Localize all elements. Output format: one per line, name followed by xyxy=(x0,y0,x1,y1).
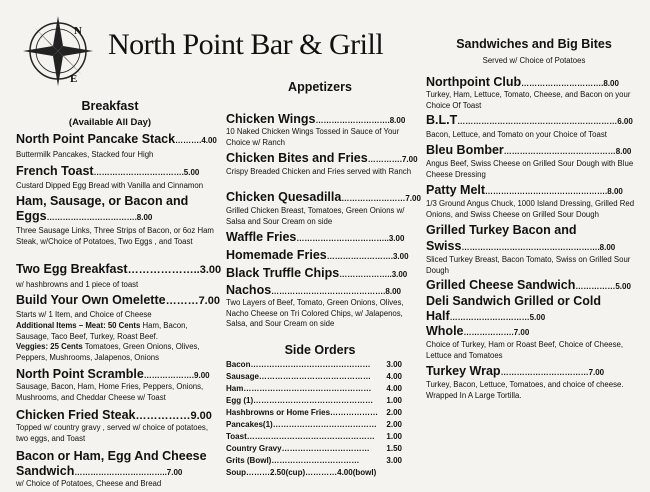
menu-item-desc: Buttermilk Pancakes, Stacked four High xyxy=(16,150,154,159)
menu-item-waffle-fries: Waffle Fries……………………………..3.00 xyxy=(226,230,405,244)
side-row: Toast………………………………………… 1.00 xyxy=(226,432,402,441)
menu-item-desc: 1/3 Ground Angus Chuck, 1000 Island Dressing, Grilled Red Onions, and Swiss Cheese on Grilled Sour Dough xyxy=(426,199,635,219)
menu-item-desc: Sliced Turkey Breast, Bacon Tomato, Swiss on Grilled Sour Dough xyxy=(426,255,631,275)
menu-item-deli-sandwich: Deli Sandwich Grilled or Cold xyxy=(426,294,602,308)
menu-item-homemade-fries: Homemade Fries…………………….3.00 xyxy=(226,248,409,262)
menu-item-pancake-stack: North Point Pancake Stack……….4.00 xyxy=(16,132,217,146)
menu-item-desc: Sausage, Bacon, Ham, Home Fries, Peppers, Onions, Mushrooms, and Cheddar Cheese w/ Toast xyxy=(16,382,204,402)
menu-item-grilled-cheese: Grilled Cheese Sandwich……………5.00 xyxy=(426,278,631,292)
side-row: Ham………………………………………… 4.00 xyxy=(226,384,402,393)
menu-item-omelette: Build Your Own Omelette………7.00 xyxy=(16,293,220,307)
compass-icon xyxy=(8,6,108,96)
menu-item-quesadilla: Chicken Quesadilla……………………7.00 xyxy=(226,190,421,204)
menu-item-desc: Custard Dipped Egg Bread with Vanilla and Cinnamon xyxy=(16,181,204,190)
side-row: Sausage…………………………………… 4.00 xyxy=(226,372,402,381)
menu-item-northpoint-club: Northpoint Club………………………….8.00 xyxy=(426,75,619,89)
menu-item-truffle-chips: Black Truffle Chips………………..3.00 xyxy=(226,266,408,280)
menu-item-desc: Turkey, Ham, Lettuce, Tomato, Cheese, and Bacon on your Choice Of Toast xyxy=(426,90,631,110)
menu-item-chicken-fried-steak: Chicken Fried Steak……………9.00 xyxy=(16,408,212,422)
menu-item-turkey-bacon-swiss: Grilled Turkey Bacon and Swiss…………………………………………….8.00 xyxy=(426,223,616,253)
menu-item-desc: 10 Naked Chicken Wings Tossed in Sauce of Your Choice w/ Ranch xyxy=(226,127,400,147)
menu-item-desc: w/ hashbrowns and 1 piece of toast xyxy=(16,280,139,289)
menu-item-chicken-wings: Chicken Wings……………………….8.00 xyxy=(226,112,406,126)
menu-item-desc: Choice of Turkey, Ham or Roast Beef, Choice of Cheese, Lettuce and Tomatoes xyxy=(426,340,624,360)
side-row: Bacon……………………………………… 3.00 xyxy=(226,360,402,369)
menu-item-desc: Grilled Chicken Breast, Tomatoes, Green Onions w/ Salsa and Sour Cream on side xyxy=(226,206,405,226)
deli-half-price: Half…………………………5.00 xyxy=(426,309,546,323)
omelette-extras: Additional Items – Meat: 50 Cents Ham, Bacon, Sausage, Taco Beef, Turkey, Roast Beef. Veggies: 25 Cents Tomatoes, Green Onions, Olives, Peppers, Mushrooms, Jalapenos, Onions xyxy=(16,321,200,362)
side-row: Grits (Bowl)…………………………… 3.00 xyxy=(226,456,402,465)
sandwiches-title: Sandwiches and Big Bites xyxy=(456,37,612,51)
menu-item-scramble: North Point Scramble……………….9.00 xyxy=(16,367,210,381)
sandwiches-subtitle: Served w/ Choice of Potatoes xyxy=(482,56,586,65)
menu-item-desc: w/ Choice of Potatoes, Cheese and Bread xyxy=(16,479,162,488)
breakfast-subtitle: (Available All Day) xyxy=(68,117,152,128)
brand-name: North Point Bar & Grill xyxy=(108,28,384,61)
menu-item-desc: Bacon, Lettuce, and Tomato on your Choice of Toast xyxy=(426,130,607,139)
compass-letter-e: E xyxy=(70,73,78,85)
menu-item-desc: Three Sausage Links, Three Strips of Bacon, or 6oz Ham Steak, w/Choice of Potatoes, Two Eggs , and Toast xyxy=(16,226,214,246)
menu-item-patty-melt: Patty Melt……………………………………….8.00 xyxy=(426,183,623,197)
menu-item-turkey-wrap: Turkey Wrap……………………………7.00 xyxy=(426,364,605,378)
menu-item-nachos: Nachos…………………………………….8.00 xyxy=(226,283,401,297)
menu-item-blt: B.L.T……………………………………………………6.00 xyxy=(426,113,633,127)
side-row: Country Gravy…………………………… 1.50 xyxy=(226,444,402,453)
side-row: Pancakes(1)………………………………… 2.00 xyxy=(226,420,402,429)
menu-item-desc: Angus Beef, Swiss Cheese on Grilled Sour Dough with Blue Cheese Dressing xyxy=(426,159,634,179)
menu-item-chicken-bites: Chicken Bites and Fries………….7.00 xyxy=(226,151,418,165)
menu-item-french-toast: French Toast…………………………….5.00 xyxy=(16,164,200,178)
menu-item-bleu-bomber: Bleu Bomber……………………………………8.00 xyxy=(426,143,632,157)
menu-item-desc: Two Layers of Beef, Tomato, Green Onions, Olives, Nacho Cheese on Tri Colored Chips, w/ Jalapenos, Salsa, and Sour Cream on side xyxy=(226,298,404,328)
appetizers-title: Appetizers xyxy=(288,80,352,94)
compass-letter-n: N xyxy=(74,25,82,37)
side-orders-title: Side Orders xyxy=(284,343,356,357)
menu-item-ham-sausage-bacon: Ham, Sausage, or Bacon and Eggs…………………………….8.00 xyxy=(16,194,189,223)
menu-item-desc: Starts w/ 1 Item, and Choice of Cheese xyxy=(16,310,152,319)
side-row-soup: Soup………2.50(cup)…………4.00(bowl) xyxy=(226,468,377,477)
side-row: Egg (1)……………………………………… 1.00 xyxy=(226,396,402,405)
deli-whole-price: Whole……………….7.00 xyxy=(426,324,530,338)
menu-item-two-egg-breakfast: Two Egg Breakfast………………..3.00 xyxy=(16,262,222,276)
menu-item-desc: Topped w/ country gravy , served w/ choice of potatoes, two eggs, and Toast xyxy=(16,423,208,443)
menu-item-desc: Turkey, Bacon, Lettuce, Tomatoes, and choice of cheese. Wrapped In A Large Tortilla. xyxy=(426,380,624,400)
side-row: Hashbrowns or Home Fries……………… 2.00 xyxy=(226,408,402,417)
menu-item-bacon-ham-sandwich: Bacon or Ham, Egg And Cheese Sandwich……………………………..7.00 xyxy=(16,449,207,478)
menu-item-desc: Crispy Breaded Chicken and Fries served with Ranch xyxy=(226,167,412,176)
breakfast-title: Breakfast xyxy=(81,99,139,113)
